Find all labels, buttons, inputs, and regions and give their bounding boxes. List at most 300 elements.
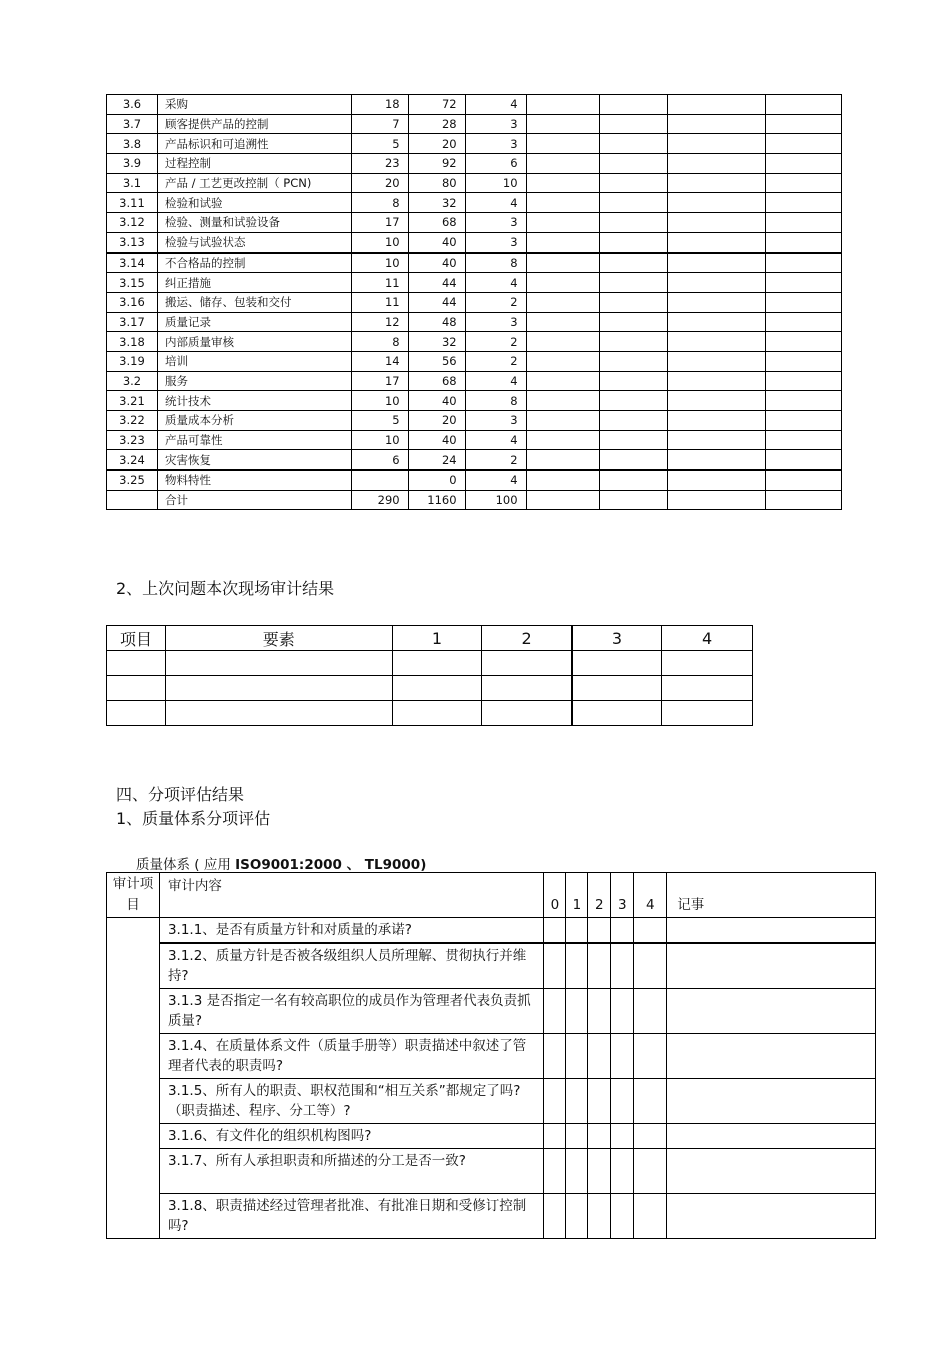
- audit-question: 3.1.1、是否有质量方针和对质量的承诺?: [159, 918, 543, 944]
- empty-cell: [668, 332, 766, 352]
- empty-cell: [668, 193, 766, 213]
- header-item: 项目: [107, 626, 166, 651]
- row-value-b: 44: [408, 273, 465, 293]
- empty-cell: [766, 391, 842, 411]
- score-cell-3: [611, 1194, 634, 1239]
- row-value-c: 3: [465, 134, 526, 154]
- empty-cell: [668, 154, 766, 174]
- empty-cell: [668, 232, 766, 252]
- row-name: 检验、测量和试验设备: [157, 213, 351, 233]
- empty-cell: [766, 173, 842, 193]
- score-cell-0: [544, 1124, 566, 1149]
- row-name: 产品 / 工艺更改控制（ PCN): [157, 173, 351, 193]
- empty-cell: [766, 371, 842, 391]
- score-cell-2: [588, 1034, 611, 1079]
- notes-cell: [667, 1194, 876, 1239]
- row-value-b: 40: [408, 253, 465, 273]
- row-value-b: 20: [408, 134, 465, 154]
- empty-cell: [526, 193, 600, 213]
- row-id: 3.9: [107, 154, 158, 174]
- row-value-a: 290: [351, 490, 408, 510]
- table-row: [107, 351, 842, 371]
- row-id: 3.23: [107, 430, 158, 450]
- score-cell-3: [611, 989, 634, 1034]
- empty-cell: [766, 213, 842, 233]
- row-name: 不合格品的控制: [157, 253, 351, 273]
- empty-cell: [668, 470, 766, 490]
- empty-cell: [600, 450, 668, 470]
- row-id: 3.7: [107, 114, 158, 134]
- table-row: [107, 676, 753, 701]
- row-value-b: 68: [408, 371, 465, 391]
- empty-cell: [766, 411, 842, 431]
- row-value-a: 17: [351, 213, 408, 233]
- row-value-a: 8: [351, 193, 408, 213]
- row-name: 灾害恢复: [157, 450, 351, 470]
- empty-cell: [766, 430, 842, 450]
- row-value-b: 92: [408, 154, 465, 174]
- table-row: [107, 371, 842, 391]
- score-cell-4: [634, 1149, 667, 1194]
- row-value-b: 40: [408, 430, 465, 450]
- score-cell-4: [634, 989, 667, 1034]
- row-value-c: 4: [465, 193, 526, 213]
- empty-cell: [526, 232, 600, 252]
- row-value-b: 32: [408, 332, 465, 352]
- row-value-a: 5: [351, 411, 408, 431]
- row-name: 产品可靠性: [157, 430, 351, 450]
- row-id: 3.15: [107, 273, 158, 293]
- row-name: 纠正措施: [157, 273, 351, 293]
- row-value-a: 10: [351, 391, 408, 411]
- empty-cell: [600, 134, 668, 154]
- table-row: [107, 490, 842, 510]
- score-cell-1: [566, 1079, 588, 1124]
- empty-cell: [668, 173, 766, 193]
- table-row: [107, 1079, 876, 1124]
- row-value-a: 23: [351, 154, 408, 174]
- empty-cell: [766, 134, 842, 154]
- table-row: [107, 1034, 876, 1079]
- previous-issues-table: [106, 625, 753, 726]
- empty-cell: [526, 95, 600, 115]
- empty-cell: [526, 450, 600, 470]
- section-4-heading: 四、分项评估结果: [116, 785, 245, 804]
- table-row: [107, 213, 842, 233]
- table-row: [107, 918, 876, 944]
- row-name: 检验和试验: [157, 193, 351, 213]
- score-cell-3: [611, 943, 634, 989]
- row-value-a: 10: [351, 430, 408, 450]
- score-cell-2: [588, 1079, 611, 1124]
- empty-cell: [766, 273, 842, 293]
- empty-cell: [526, 490, 600, 510]
- table-row: [107, 391, 842, 411]
- score-cell-1: [566, 989, 588, 1034]
- notes-cell: [667, 1079, 876, 1124]
- empty-cell: [600, 312, 668, 332]
- row-value-b: 28: [408, 114, 465, 134]
- empty-cell: [668, 134, 766, 154]
- empty-cell: [526, 114, 600, 134]
- audit-question: 3.1.6、有文件化的组织机构图吗?: [159, 1124, 543, 1149]
- row-id: 3.13: [107, 232, 158, 252]
- row-value-a: [351, 470, 408, 490]
- table-row: [107, 430, 842, 450]
- audit-question: 3.1.3 是否指定一名有较高职位的成员作为管理者代表负责抓质量?: [159, 989, 543, 1034]
- header-col-3: 3: [572, 626, 662, 651]
- empty-cell: [668, 253, 766, 273]
- row-value-b: 20: [408, 411, 465, 431]
- empty-cell: [600, 470, 668, 490]
- row-name: 统计技术: [157, 391, 351, 411]
- empty-cell: [526, 173, 600, 193]
- table-row: [107, 1149, 876, 1194]
- audit-question: 3.1.4、在质量体系文件（质量手册等）职责描述中叙述了管理者代表的职责吗?: [159, 1034, 543, 1079]
- section-2-heading: 2、上次问题本次现场审计结果: [116, 579, 335, 598]
- table-row: [107, 450, 842, 470]
- empty-cell: [668, 430, 766, 450]
- row-name: 检验与试验状态: [157, 232, 351, 252]
- row-name: 产品标识和可追溯性: [157, 134, 351, 154]
- empty-cell: [668, 95, 766, 115]
- empty-cell: [526, 134, 600, 154]
- row-value-c: 2: [465, 332, 526, 352]
- empty-cell: [526, 292, 600, 312]
- empty-cell: [526, 470, 600, 490]
- score-cell-3: [611, 1124, 634, 1149]
- empty-cell: [766, 351, 842, 371]
- score-cell-2: [588, 918, 611, 944]
- empty-cell: [668, 371, 766, 391]
- row-value-a: 10: [351, 232, 408, 252]
- row-value-a: 6: [351, 450, 408, 470]
- empty-cell: [766, 470, 842, 490]
- score-cell-2: [588, 1124, 611, 1149]
- empty-cell: [526, 430, 600, 450]
- row-id: 3.11: [107, 193, 158, 213]
- table-row: [107, 134, 842, 154]
- notes-cell: [667, 943, 876, 989]
- summary-score-table: [106, 94, 842, 510]
- empty-cell: [526, 273, 600, 293]
- row-value-c: 3: [465, 312, 526, 332]
- score-cell-0: [544, 1149, 566, 1194]
- empty-cell: [766, 95, 842, 115]
- empty-cell: [526, 351, 600, 371]
- header-audit-content: 审计内容: [159, 873, 543, 918]
- row-value-b: 80: [408, 173, 465, 193]
- row-name: 培训: [157, 351, 351, 371]
- score-cell-1: [566, 943, 588, 989]
- empty-cell: [600, 154, 668, 174]
- row-value-c: 2: [465, 450, 526, 470]
- empty-cell: [600, 273, 668, 293]
- row-id: 3.1: [107, 173, 158, 193]
- row-name: 质量记录: [157, 312, 351, 332]
- audit-question: 3.1.8、职责描述经过管理者批准、有批准日期和受修订控制吗?: [159, 1194, 543, 1239]
- table-row: [107, 173, 842, 193]
- table-row: [107, 114, 842, 134]
- empty-cell: [600, 114, 668, 134]
- table-row: [107, 193, 842, 213]
- row-value-c: 10: [465, 173, 526, 193]
- score-cell-2: [588, 1149, 611, 1194]
- row-id: 3.25: [107, 470, 158, 490]
- row-value-b: 44: [408, 292, 465, 312]
- table-row: [107, 943, 876, 989]
- row-value-b: 72: [408, 95, 465, 115]
- empty-cell: [766, 292, 842, 312]
- header-notes: 记事: [667, 873, 876, 918]
- table-row: [107, 651, 753, 676]
- row-id: 3.18: [107, 332, 158, 352]
- row-id: [107, 490, 158, 510]
- score-cell-1: [566, 1124, 588, 1149]
- score-cell-3: [611, 918, 634, 944]
- empty-cell: [668, 213, 766, 233]
- empty-cell: [600, 173, 668, 193]
- table-row: [107, 273, 842, 293]
- row-value-b: 56: [408, 351, 465, 371]
- table-row: [107, 701, 753, 726]
- header-col-4: 4: [662, 626, 753, 651]
- header-score-4: 4: [634, 873, 667, 918]
- header-col-1: 1: [392, 626, 482, 651]
- row-id: 3.2: [107, 371, 158, 391]
- empty-cell: [668, 391, 766, 411]
- table-row: [107, 312, 842, 332]
- row-id: 3.21: [107, 391, 158, 411]
- table-row: [107, 1124, 876, 1149]
- empty-cell: [600, 351, 668, 371]
- table-row: [107, 1194, 876, 1239]
- empty-cell: [668, 450, 766, 470]
- row-name: 搬运、储存、包装和交付: [157, 292, 351, 312]
- empty-cell: [526, 371, 600, 391]
- empty-cell: [766, 114, 842, 134]
- empty-cell: [668, 411, 766, 431]
- notes-cell: [667, 989, 876, 1034]
- empty-cell: [668, 273, 766, 293]
- row-value-b: 40: [408, 391, 465, 411]
- header-audit-item: 审计项目: [107, 873, 160, 918]
- table-row: [107, 95, 842, 115]
- empty-cell: [526, 411, 600, 431]
- row-id: 3.12: [107, 213, 158, 233]
- empty-cell: [526, 154, 600, 174]
- empty-cell: [668, 292, 766, 312]
- row-value-a: 11: [351, 292, 408, 312]
- score-cell-0: [544, 1079, 566, 1124]
- row-id: 3.22: [107, 411, 158, 431]
- row-value-a: 20: [351, 173, 408, 193]
- score-cell-3: [611, 1079, 634, 1124]
- empty-cell: [766, 490, 842, 510]
- score-cell-4: [634, 1079, 667, 1124]
- empty-cell: [526, 391, 600, 411]
- row-value-c: 3: [465, 411, 526, 431]
- notes-cell: [667, 1034, 876, 1079]
- row-value-b: 32: [408, 193, 465, 213]
- empty-cell: [766, 253, 842, 273]
- row-value-a: 18: [351, 95, 408, 115]
- empty-cell: [526, 312, 600, 332]
- row-value-b: 48: [408, 312, 465, 332]
- score-cell-0: [544, 918, 566, 944]
- score-cell-4: [634, 918, 667, 944]
- score-cell-0: [544, 1194, 566, 1239]
- row-name: 过程控制: [157, 154, 351, 174]
- row-name: 质量成本分析: [157, 411, 351, 431]
- empty-cell: [600, 332, 668, 352]
- header-score-3: 3: [611, 873, 634, 918]
- empty-cell: [668, 312, 766, 332]
- table-row: [107, 470, 842, 490]
- row-value-a: 7: [351, 114, 408, 134]
- empty-cell: [600, 253, 668, 273]
- table-row: [107, 253, 842, 273]
- table-row: [107, 989, 876, 1034]
- empty-cell: [600, 391, 668, 411]
- row-id: 3.14: [107, 253, 158, 273]
- empty-cell: [600, 411, 668, 431]
- empty-cell: [600, 430, 668, 450]
- table-row: [107, 411, 842, 431]
- header-score-0: 0: [544, 873, 566, 918]
- score-cell-0: [544, 1034, 566, 1079]
- row-value-a: 11: [351, 273, 408, 293]
- notes-cell: [667, 1149, 876, 1194]
- notes-cell: [667, 918, 876, 944]
- empty-cell: [600, 193, 668, 213]
- row-name: 物料特性: [157, 470, 351, 490]
- empty-cell: [600, 213, 668, 233]
- score-cell-4: [634, 1194, 667, 1239]
- empty-cell: [668, 114, 766, 134]
- table-row: [107, 332, 842, 352]
- section-4-1-heading: 1、质量体系分项评估: [116, 809, 271, 828]
- row-name: 内部质量审核: [157, 332, 351, 352]
- row-value-a: 5: [351, 134, 408, 154]
- empty-cell: [600, 232, 668, 252]
- header-score-1: 1: [566, 873, 588, 918]
- empty-cell: [668, 351, 766, 371]
- score-cell-0: [544, 989, 566, 1034]
- row-name: 服务: [157, 371, 351, 391]
- audit-item-cell: [107, 918, 160, 1239]
- empty-cell: [526, 253, 600, 273]
- empty-cell: [600, 95, 668, 115]
- row-value-c: 8: [465, 391, 526, 411]
- score-cell-2: [588, 943, 611, 989]
- row-value-c: 4: [465, 371, 526, 391]
- audit-question: 3.1.2、质量方针是否被各级组织人员所理解、贯彻执行并维持?: [159, 943, 543, 989]
- notes-cell: [667, 1124, 876, 1149]
- row-value-c: 4: [465, 95, 526, 115]
- row-value-b: 1160: [408, 490, 465, 510]
- header-score-2: 2: [588, 873, 611, 918]
- score-cell-3: [611, 1034, 634, 1079]
- row-id: 3.16: [107, 292, 158, 312]
- row-value-c: 2: [465, 292, 526, 312]
- score-cell-4: [634, 943, 667, 989]
- empty-cell: [526, 213, 600, 233]
- row-value-b: 40: [408, 232, 465, 252]
- row-value-a: 17: [351, 371, 408, 391]
- row-value-b: 24: [408, 450, 465, 470]
- row-value-c: 100: [465, 490, 526, 510]
- row-value-c: 4: [465, 430, 526, 450]
- score-cell-1: [566, 1149, 588, 1194]
- row-value-a: 12: [351, 312, 408, 332]
- row-value-c: 6: [465, 154, 526, 174]
- row-value-c: 3: [465, 232, 526, 252]
- score-cell-1: [566, 918, 588, 944]
- score-cell-1: [566, 1034, 588, 1079]
- row-value-c: 2: [465, 351, 526, 371]
- empty-cell: [668, 490, 766, 510]
- row-name: 顾客提供产品的控制: [157, 114, 351, 134]
- row-name: 采购: [157, 95, 351, 115]
- header-col-2: 2: [482, 626, 572, 651]
- empty-cell: [600, 371, 668, 391]
- audit-question: 3.1.5、所有人的职责、职权范围和“相互关系”都规定了吗? （职责描述、程序、分工等）?: [159, 1079, 543, 1124]
- row-id: 3.6: [107, 95, 158, 115]
- score-cell-4: [634, 1034, 667, 1079]
- row-id: 3.8: [107, 134, 158, 154]
- empty-cell: [766, 450, 842, 470]
- empty-cell: [766, 232, 842, 252]
- empty-cell: [766, 312, 842, 332]
- empty-cell: [600, 292, 668, 312]
- score-cell-1: [566, 1194, 588, 1239]
- empty-cell: [766, 193, 842, 213]
- row-value-c: 3: [465, 213, 526, 233]
- row-value-b: 68: [408, 213, 465, 233]
- audit-question: 3.1.7、所有人承担职责和所描述的分工是否一致?: [159, 1149, 543, 1194]
- quality-system-caption: 质量体系 ( 应用 ISO9001:2000 、 TL9000): [136, 857, 427, 873]
- header-element: 要素: [165, 626, 392, 651]
- previous-issues-header-row: [107, 626, 753, 651]
- empty-cell: [766, 154, 842, 174]
- row-value-c: 8: [465, 253, 526, 273]
- empty-cell: [526, 332, 600, 352]
- table-row: [107, 232, 842, 252]
- score-cell-2: [588, 989, 611, 1034]
- score-cell-0: [544, 943, 566, 989]
- row-name: 合计: [157, 490, 351, 510]
- row-value-c: 4: [465, 470, 526, 490]
- empty-cell: [766, 332, 842, 352]
- quality-system-audit-table: [106, 872, 876, 1239]
- score-cell-4: [634, 1124, 667, 1149]
- row-value-b: 0: [408, 470, 465, 490]
- score-cell-3: [611, 1149, 634, 1194]
- row-value-a: 10: [351, 253, 408, 273]
- row-value-c: 4: [465, 273, 526, 293]
- row-value-a: 8: [351, 332, 408, 352]
- score-cell-2: [588, 1194, 611, 1239]
- row-id: 3.17: [107, 312, 158, 332]
- row-value-a: 14: [351, 351, 408, 371]
- audit-header-row: [107, 873, 876, 918]
- table-row: [107, 154, 842, 174]
- row-id: 3.19: [107, 351, 158, 371]
- table-row: [107, 292, 842, 312]
- row-value-c: 3: [465, 114, 526, 134]
- row-id: 3.24: [107, 450, 158, 470]
